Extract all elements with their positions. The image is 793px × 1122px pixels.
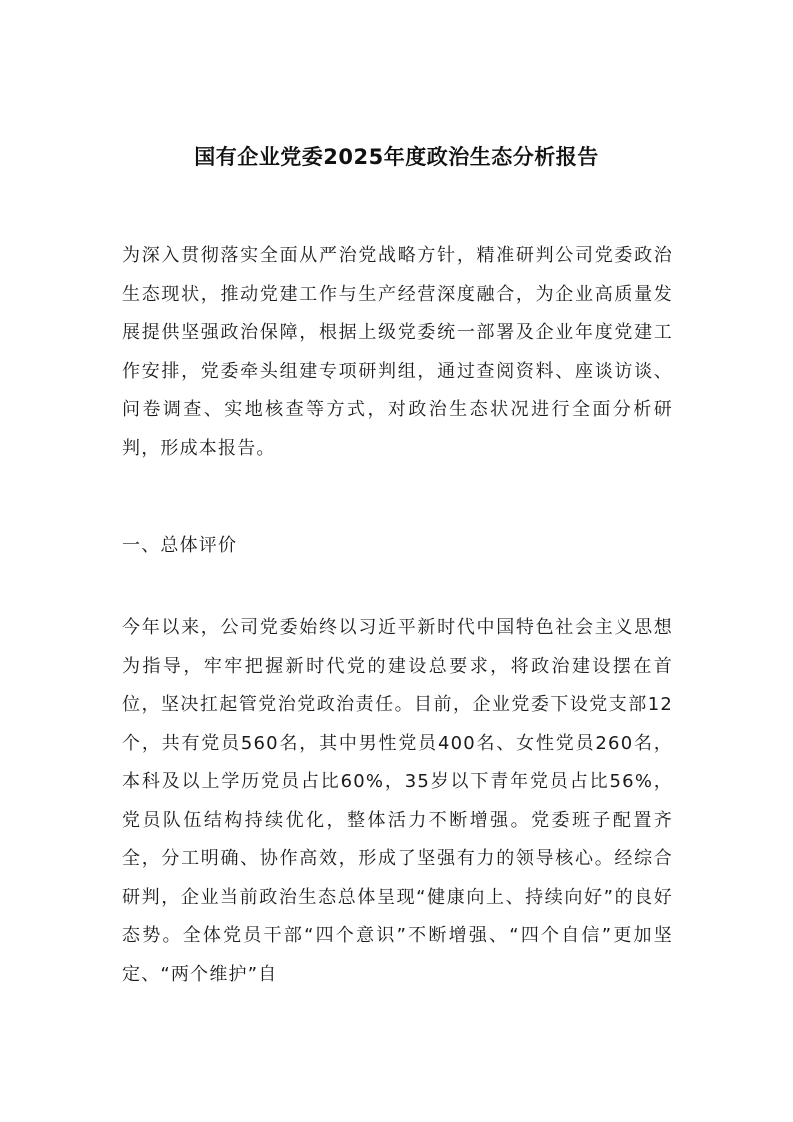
intro-paragraph: 为深入贯彻落实全面从严治党战略方针，精准研判公司党委政治生态现状，推动党建工作与生产经营深度融合，为企业高质量发展提供坚强政治保障，根据上级党委统一部署及企业年度党建工作安排，党委牵头组建专项研判组，通过查阅资料、座谈访谈、问卷调查、实地核查等方式，对政治生态状况进行全面分析研判，形成本报告。 bbox=[122, 245, 673, 459]
overall-evaluation-paragraph: 今年以来，公司党委始终以习近平新时代中国特色社会主义思想为指导，牢牢把握新时代党的建设总要求，将政治建设摆在首位，坚决扛起管党治党政治责任。目前，企业党委下设党支部12个，共有党员560名，其中男性党员400名、女性党员260名，本科及以上学历党员占比60%，35岁以下青年党员占比56%，党员队伍结构持续优化，整体活力不断增强。党委班子配置齐全，分工明确、协作高效，形成了坚强有力的领导核心。经综合研判，企业当前政治生态总体呈现“健康向上、持续向好”的良好态势。全体党员干部“四个意识”不断增强、“四个自信”更加坚定、“两个维护”自 bbox=[122, 617, 673, 985]
document-title: 国有企业党委2025年度政治生态分析报告 bbox=[194, 145, 599, 170]
section-heading-overall-evaluation: 一、总体评价 bbox=[122, 535, 238, 556]
